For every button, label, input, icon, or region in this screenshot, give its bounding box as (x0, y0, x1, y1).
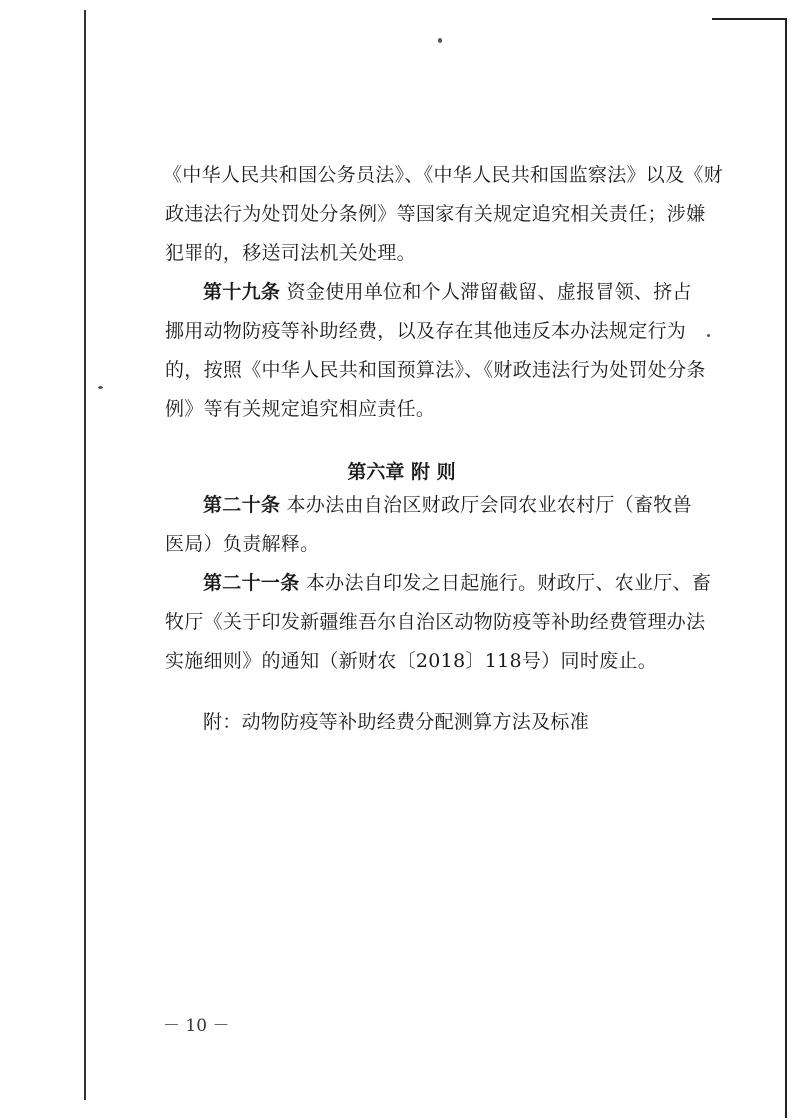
scan-speck (438, 38, 442, 43)
scan-speck (98, 386, 103, 389)
article-21-first-line (203, 574, 711, 593)
scan-edge-right (785, 18, 787, 1118)
paragraph-line: 医局）负责解释。 (165, 533, 320, 555)
article-20-first-line (203, 496, 692, 515)
article-19-text: 资金使用单位和个人滞留截留、虚报冒领、挤占 (286, 281, 692, 303)
paragraph-line: 政违法行为处罚处分条例》等国家有关规定追究相关责任；涉嫌 (165, 203, 706, 225)
paragraph-line: 犯罪的，移送司法机关处理。 (165, 242, 416, 264)
article-21-label: 第二十一条 (203, 572, 300, 594)
paragraph-line: 牧厅《关于印发新疆维吾尔自治区动物防疫等补助经费管理办法 (165, 611, 706, 633)
article-19-first-line (203, 283, 692, 302)
paragraph-line: 的，按照《中华人民共和国预算法》、《财政违法行为处罚处分条 (165, 359, 706, 381)
page-number: － 10 － (163, 1016, 230, 1036)
paragraph-line: 例》等有关规定追究相应责任。 (165, 398, 436, 420)
paragraph-line: 实施细则》的通知（新财农〔2018〕118号）同时废止。 (165, 650, 658, 672)
attachment-line: 附：动物防疫等补助经费分配测算方法及标准 (203, 711, 590, 733)
paragraph-line: 《中华人民共和国公务员法》、《中华人民共和国监察法》以及《财 (163, 164, 724, 186)
scan-edge-top-right (712, 18, 787, 20)
article-20-label: 第二十条 (203, 494, 281, 516)
scan-speck (707, 334, 710, 337)
article-21-text: 本办法自印发之日起施行。财政厅、农业厅、畜 (305, 572, 712, 594)
article-19-label: 第十九条 (203, 281, 281, 303)
article-20-text: 本办法由自治区财政厅会同农业农村厅（畜牧兽 (286, 494, 692, 516)
paragraph-line: 挪用动物防疫等补助经费，以及存在其他违反本办法规定行为 (165, 320, 687, 342)
chapter-heading: 第六章 附 则 (347, 461, 456, 483)
scan-edge-left (84, 10, 86, 1100)
